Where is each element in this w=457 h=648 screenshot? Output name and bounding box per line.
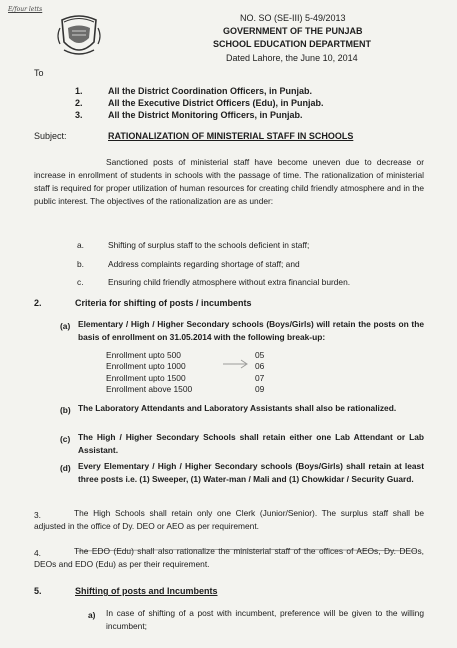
section-3-text: The High Schools shall retain only one Clerk (Junior/Senior). The surplus staff shall be adjusted in the office of Dy. DEO or AEO as per requirement.: [34, 508, 424, 531]
breakup-enrollment: Enrollment above 1500: [106, 384, 193, 394]
breakup-posts: 07: [255, 373, 265, 383]
handwritten-note: E/four letts: [8, 6, 43, 13]
recipient-1-number: 1.: [75, 86, 83, 96]
criteria-c-label: (c): [60, 434, 71, 444]
criteria-d-label: (d): [60, 463, 71, 473]
criteria-c-text: The High / Higher Secondary Schools shall retain either one Lab Attendant or Lab Assistant.: [78, 432, 424, 455]
department-heading: SCHOOL EDUCATION DEPARTMENT: [213, 39, 372, 49]
section-4-number: 4.: [34, 548, 41, 558]
shifting-a-text: In case of shifting of a post with incumbent, preference will be given to the willing incumbent;: [106, 608, 424, 631]
section-2-title: Criteria for shifting of posts / incumbents: [75, 298, 252, 308]
recipient-2: All the Executive District Officers (Edu), in Punjab.: [108, 98, 324, 108]
letter-number: NO. SO (SE-III) 5-49/2013: [240, 13, 346, 23]
objective-c-label: c.: [77, 277, 84, 287]
objective-b: Address complaints regarding shortage of staff; and: [108, 259, 300, 269]
criteria-a-text: Elementary / High / Higher Secondary schools (Boys/Girls) will retain the posts on the basis of enrollment on 31.05.2014 with the following break-up:: [78, 319, 424, 342]
breakup-posts: 09: [255, 384, 265, 394]
handwritten-strike-line: [76, 547, 416, 553]
breakup-enrollment: Enrollment upto 1500: [106, 373, 186, 383]
section-5-title: Shifting of posts and Incumbents: [75, 586, 218, 596]
breakup-posts: 05: [255, 350, 265, 360]
to-label: To: [34, 68, 44, 78]
subject-label: Subject:: [34, 131, 67, 141]
recipient-3: All the District Monitoring Officers, in Punjab.: [108, 110, 303, 120]
handwritten-arrow-mark: [222, 359, 252, 369]
government-heading: GOVERNMENT OF THE PUNJAB: [223, 26, 363, 36]
breakup-posts: 06: [255, 361, 265, 371]
subject-text: RATIONALIZATION OF MINISTERIAL STAFF IN SCHOOLS: [108, 131, 354, 141]
section-4-text: The EDO (Edu) shall also rationalize the ministerial staff of the offices of AEOs, Dy. DEOs, DEOs and EDO (Edu) as per their requirement.: [34, 546, 424, 569]
criteria-b-text: The Laboratory Attendants and Laboratory Assistants shall also be rationalized.: [78, 403, 397, 413]
objective-c: Ensuring child friendly atmosphere without extra financial burden.: [108, 277, 351, 287]
recipient-3-number: 3.: [75, 110, 83, 120]
objective-a: Shifting of surplus staff to the schools deficient in staff;: [108, 240, 310, 250]
section-5-number: 5.: [34, 586, 42, 596]
shifting-a-label: a): [88, 610, 96, 620]
breakup-enrollment: Enrollment upto 500: [106, 350, 181, 360]
breakup-enrollment: Enrollment upto 1000: [106, 361, 186, 371]
objective-b-label: b.: [77, 259, 84, 269]
criteria-d-text: Every Elementary / High / Higher Secondary schools (Boys/Girls) shall retain at least three posts i.e. (1) Sweeper, (1) Water-man / Mali and (1) Chowkidar / Security Guard.: [78, 461, 424, 484]
punjab-government-seal: [54, 14, 104, 58]
section-3-number: 3.: [34, 510, 41, 520]
objective-a-label: a.: [77, 240, 84, 250]
letter-date: Dated Lahore, the June 10, 2014: [226, 53, 358, 63]
section-2-number: 2.: [34, 298, 42, 308]
recipient-2-number: 2.: [75, 98, 83, 108]
criteria-b-label: (b): [60, 405, 71, 415]
recipient-1: All the District Coordination Officers, in Punjab.: [108, 86, 313, 96]
intro-paragraph: Sanctioned posts of ministerial staff have become uneven due to decrease or increase in enrollment of students in schools with the passage of time. The rationalization of ministerial staff is required for proper utilization of human resources for creating child friendly atmosphere and in the public interest. The objectives of the rationalization are as under:: [34, 157, 424, 206]
criteria-a-label: (a): [60, 321, 71, 331]
